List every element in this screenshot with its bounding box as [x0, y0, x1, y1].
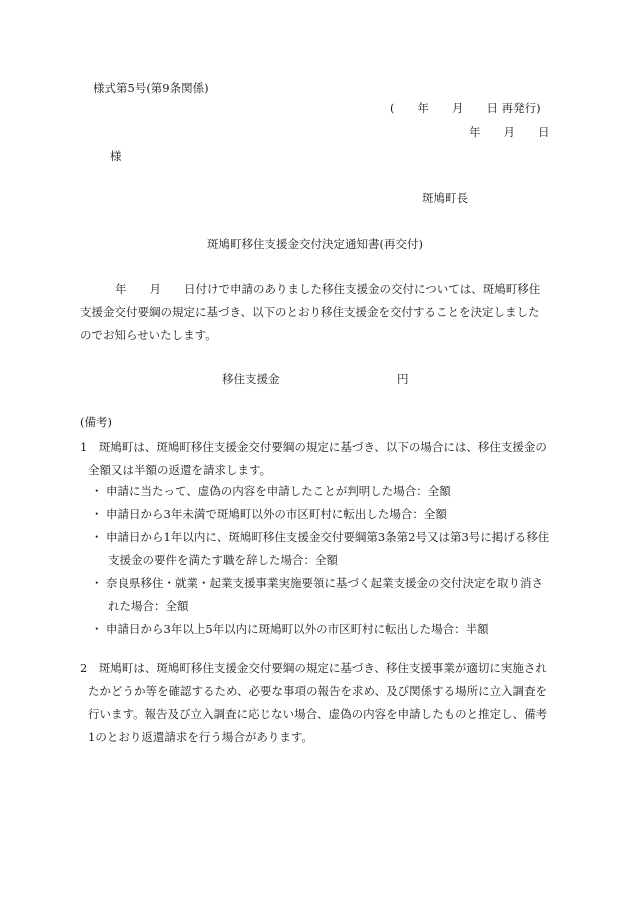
- list-item-line-1: 申請日から3年以上5年以内に斑鳩町以外の市区町村に転出した場合：半額: [106, 622, 489, 636]
- list-item-line-2: れた場合：全額: [108, 599, 189, 613]
- note-item-2-line-1: 2 斑鳩町は、斑鳩町移住支援金交付要綱の規定に基づき、移住支援事業が適切に実施され: [80, 661, 547, 675]
- notes-heading: (備考): [80, 415, 112, 429]
- list-item-line-1: 申請日から3年未満で斑鳩町以外の市区町村に転出した場合：全額: [106, 507, 447, 521]
- list-item: [94, 572, 550, 618]
- issue-date-line: 年 月 日: [469, 125, 550, 139]
- amount-unit: 円: [397, 372, 409, 386]
- note-item-2-line-3: 行います。報告及び立入調査に応じない場合、虚偽の内容を申請したものと推定し、備考: [88, 707, 548, 721]
- note-item-1-line-1: 1 斑鳩町は、斑鳩町移住支援金交付要綱の規定に基づき、以下の場合には、移住支援金の: [80, 440, 547, 454]
- note-item-1-line-2: 全額又は半額の返還を請求します。: [88, 463, 272, 477]
- list-item-line-2: 支援金の要件を満たす職を辞した場合：全額: [108, 553, 338, 567]
- amount-label: 移住支援金: [222, 372, 280, 386]
- list-item: [94, 503, 550, 526]
- list-item-line-1: 奈良県移住・就業・起業支援事業実施要領に基づく起業支援金の交付決定を取り消さ: [106, 576, 543, 590]
- reissue-date-line: ( 年 月 日 再発行): [390, 101, 541, 115]
- list-item: [94, 618, 550, 641]
- list-item: [94, 480, 550, 503]
- note-item-2-line-2: たかどうか等を確認するため、必要な事項の報告を求め、及び関係する場所に立入調査を: [88, 684, 548, 698]
- form-number: 様式第5号(第9条関係): [93, 81, 209, 95]
- list-item-line-1: 申請に当たって、虚偽の内容を申請したことが判明した場合：全額: [106, 484, 451, 498]
- document-title: 斑鳩町移住支援金交付決定通知書(再交付): [207, 237, 423, 251]
- issuer-name: 斑鳩町長: [422, 191, 468, 205]
- refund-conditions-list: [94, 480, 550, 641]
- list-item: [94, 526, 550, 572]
- list-item-line-1: 申請日から1年以内に、斑鳩町移住支援金交付要綱第3条第2号又は第3号に掲げる移住: [106, 530, 550, 544]
- addressee-honorific: 様: [110, 149, 122, 163]
- body-paragraph: 年 月 日付けで申請のありました移住支援金の交付については、斑鳩町移住支援金交付要綱の規定に基づき、以下のとおり移住支援金を交付することを決定しましたのでお知らせいたします。: [80, 282, 541, 342]
- note-item-1: [80, 436, 550, 482]
- note-item-2: [80, 657, 550, 749]
- note-item-2-line-4: 1のとおり返還請求を行う場合があります。: [88, 730, 313, 744]
